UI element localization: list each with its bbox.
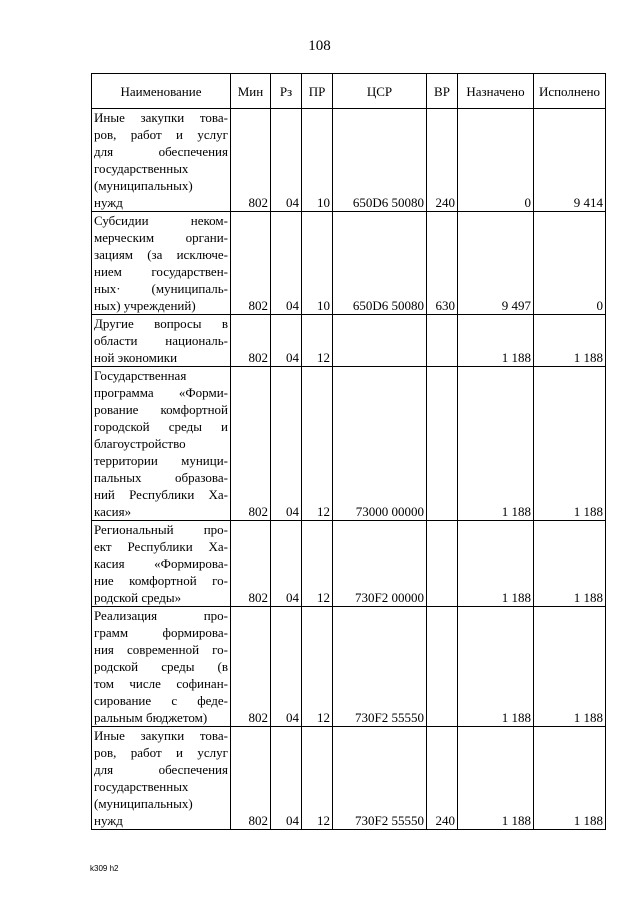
header-assigned: Назначено [458, 74, 534, 109]
row-rz: 04 [271, 212, 302, 315]
row-min: 802 [231, 727, 271, 830]
table-row [92, 367, 606, 521]
row-pr: 10 [302, 212, 333, 315]
row-vr [427, 315, 458, 367]
row-assigned: 1 188 [458, 521, 534, 607]
table-row [92, 521, 606, 607]
row-name [92, 607, 231, 727]
row-name-line: том числе софинан- [94, 676, 228, 691]
row-executed: 1 188 [534, 727, 606, 830]
row-executed: 9 414 [534, 109, 606, 212]
row-name-line: (муниципальных) [94, 796, 193, 811]
row-vr: 630 [427, 212, 458, 315]
row-rz: 04 [271, 109, 302, 212]
row-name-line: территории муници- [94, 453, 228, 468]
row-rz: 04 [271, 727, 302, 830]
row-executed: 1 188 [534, 367, 606, 521]
row-rz: 04 [271, 607, 302, 727]
row-name-line: ных· (муниципаль- [94, 281, 228, 296]
row-name-line: ров, работ и услуг [94, 745, 228, 760]
row-executed: 0 [534, 212, 606, 315]
row-name-line: нужд [94, 813, 123, 828]
row-rz: 04 [271, 367, 302, 521]
row-name-line: ной экономики [94, 350, 178, 365]
row-name-line: зациям (за исключе- [94, 247, 228, 262]
row-name-line: грамм формирова- [94, 625, 228, 640]
row-assigned: 0 [458, 109, 534, 212]
row-rz: 04 [271, 315, 302, 367]
row-assigned: 1 188 [458, 315, 534, 367]
row-vr [427, 521, 458, 607]
row-name-line: ных) учреждений) [94, 298, 196, 313]
row-name [92, 727, 231, 830]
row-name-line: области националь- [94, 333, 228, 348]
row-pr: 12 [302, 367, 333, 521]
row-name-line: Субсидии неком- [94, 213, 228, 228]
row-name [92, 315, 231, 367]
header-executed: Исполнено [534, 74, 606, 109]
table-row [92, 212, 606, 315]
row-pr: 12 [302, 607, 333, 727]
row-min: 802 [231, 109, 271, 212]
row-executed: 1 188 [534, 607, 606, 727]
row-rz: 04 [271, 521, 302, 607]
table-row [92, 727, 606, 830]
row-name-line: благоустройство [94, 436, 186, 451]
row-name-line: городской среды и [94, 419, 228, 434]
row-name-line: Иные закупки това- [94, 728, 228, 743]
row-name-line: родской среды (в [94, 659, 228, 674]
row-csr: 730F2 55550 [333, 607, 427, 727]
row-name-line: Государственная [94, 368, 187, 383]
row-name-line: ров, работ и услуг [94, 127, 228, 142]
row-pr: 12 [302, 521, 333, 607]
header-rz: Рз [271, 74, 302, 109]
row-name-line: родской среды» [94, 590, 182, 605]
row-name [92, 521, 231, 607]
row-name-line: Региональный про- [94, 522, 228, 537]
row-name-line: пальных образова- [94, 470, 228, 485]
header-csr: ЦСР [333, 74, 427, 109]
row-name [92, 212, 231, 315]
budget-table [91, 73, 606, 830]
table-row [92, 109, 606, 212]
row-name-line: для обеспечения [94, 144, 228, 159]
table-row [92, 315, 606, 367]
row-name-line: для обеспечения [94, 762, 228, 777]
row-pr: 12 [302, 315, 333, 367]
row-min: 802 [231, 315, 271, 367]
row-name-line: рование комфортной [94, 402, 228, 417]
header-pr: ПР [302, 74, 333, 109]
row-csr: 650D6 50080 [333, 212, 427, 315]
row-vr [427, 607, 458, 727]
row-csr: 730F2 55550 [333, 727, 427, 830]
row-name-line: государственных [94, 161, 189, 176]
row-csr: 730F2 00000 [333, 521, 427, 607]
header-vr: ВР [427, 74, 458, 109]
row-executed: 1 188 [534, 315, 606, 367]
row-name-line: (муниципальных) [94, 178, 193, 193]
row-assigned: 1 188 [458, 607, 534, 727]
row-name-line: нужд [94, 195, 123, 210]
row-name-line: ние комфортной го- [94, 573, 228, 588]
row-name [92, 109, 231, 212]
row-name-line: нием государствен- [94, 264, 228, 279]
row-name-line: ний Республики Ха- [94, 487, 228, 502]
header-row [92, 74, 606, 109]
row-vr: 240 [427, 727, 458, 830]
row-name-line: Реализация про- [94, 608, 228, 623]
row-name-line: касия «Формирова- [94, 556, 228, 571]
row-name-line: ект Республики Ха- [94, 539, 228, 554]
row-name-line: мерческим органи- [94, 230, 228, 245]
row-name-line: Другие вопросы в [94, 316, 228, 331]
footer-code: k309 h2 [90, 864, 119, 873]
row-csr: 650D6 50080 [333, 109, 427, 212]
row-assigned: 1 188 [458, 727, 534, 830]
row-name-line: ния современной го- [94, 642, 228, 657]
row-executed: 1 188 [534, 521, 606, 607]
header-min: Мин [231, 74, 271, 109]
page-number: 108 [308, 38, 331, 54]
row-min: 802 [231, 607, 271, 727]
row-csr [333, 315, 427, 367]
row-vr [427, 367, 458, 521]
row-assigned: 1 188 [458, 367, 534, 521]
header-name: Наименование [92, 74, 231, 109]
row-name-line: сирование с феде- [94, 693, 228, 708]
row-name-line: касия» [94, 504, 132, 519]
row-name-line: Иные закупки това- [94, 110, 228, 125]
row-pr: 10 [302, 109, 333, 212]
row-csr: 73000 00000 [333, 367, 427, 521]
row-pr: 12 [302, 727, 333, 830]
table-row [92, 607, 606, 727]
row-name-line: ральным бюджетом) [94, 710, 208, 725]
row-min: 802 [231, 521, 271, 607]
row-vr: 240 [427, 109, 458, 212]
row-assigned: 9 497 [458, 212, 534, 315]
row-min: 802 [231, 367, 271, 521]
row-name-line: программа «Форми- [94, 385, 228, 400]
row-min: 802 [231, 212, 271, 315]
row-name-line: государственных [94, 779, 189, 794]
row-name [92, 367, 231, 521]
